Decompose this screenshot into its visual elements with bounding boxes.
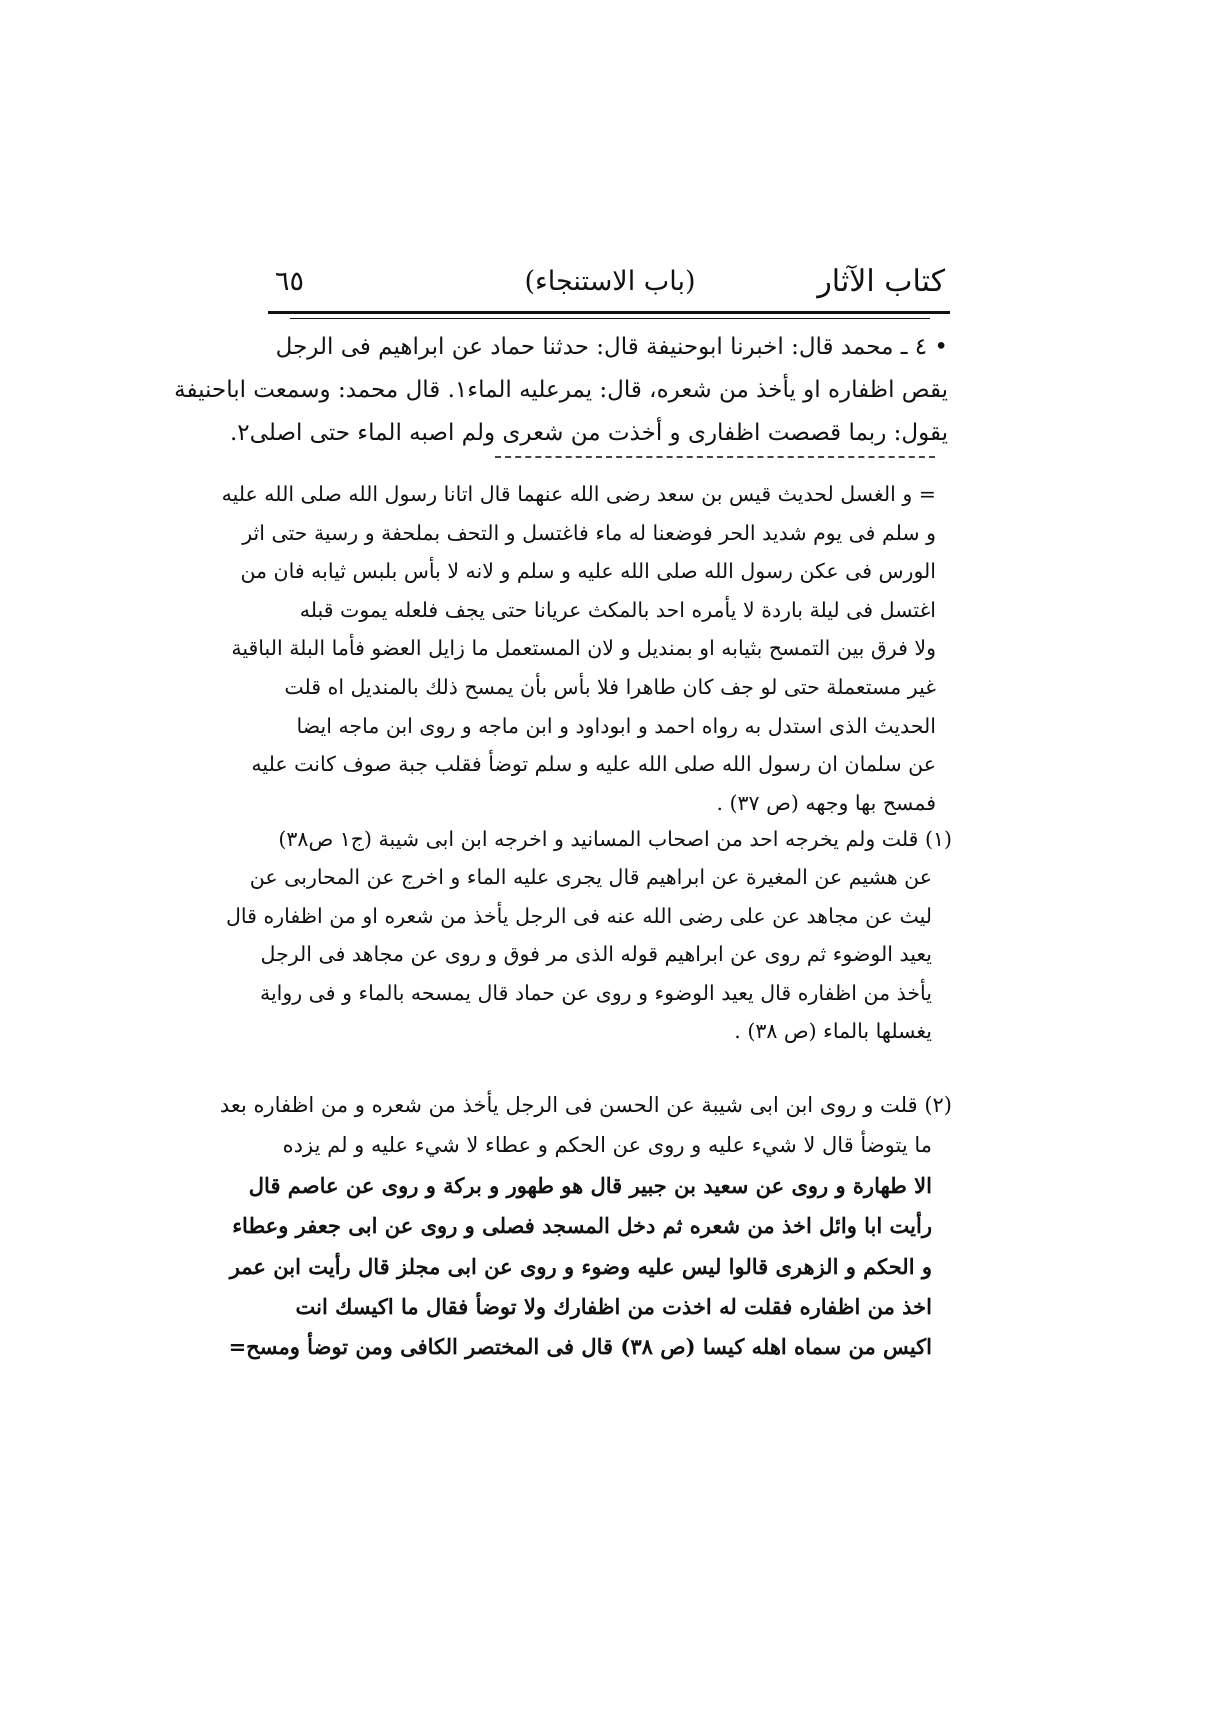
footnote-line: و سلم فى يوم شديد الحر فوضعنا له ماء فاغتسل و التحف بملحفة و رسية حتى اثر <box>242 520 936 545</box>
footnote-line: اخذ من اظفاره فقلت له اخذت من اظفارك ولا توضأ فقال ما اكيسك انت <box>295 1294 932 1320</box>
chapter-title: (باب الاستنجاء) <box>524 266 696 297</box>
footnote-line: الورس فى عكن رسول الله صلى الله عليه و سلم و لانه لا بأس بلبس ثيابه فان من <box>240 559 936 584</box>
footnote-separator <box>495 456 935 458</box>
footnote-line: الا طهارة و روى عن سعيد بن جبير قال هو طهور و بركة و روى عن عاصم قال <box>248 1172 932 1198</box>
header-rule <box>268 311 950 314</box>
footnote-line: (٢) قلت و روى ابن ابى شيبة عن الحسن فى الرجل يأخذ من شعره و من اظفاره بعد <box>219 1093 952 1117</box>
footnote-line: يأخذ من اظفاره قال يعيد الوضوء و روى عن حماد قال يمسحه بالماء و فى رواية <box>259 980 932 1005</box>
header-rule-thin <box>290 318 930 319</box>
footnote-line: عن هشيم عن المغيرة عن ابراهيم قال يجرى عليه الماء و اخرج عن المحاربى عن <box>249 865 932 890</box>
main-text-line: يقص اظفاره او يأخذ من شعره، قال: يمرعليه الماء١. قال محمد: وسمعت اباحنيفة <box>174 377 948 403</box>
main-text-line: يقول: ربما قصصت اظفارى و أخذت من شعرى ولم اصبه الماء حتى اصلى٢. <box>229 420 948 446</box>
page-number: ٦٥ <box>275 266 305 297</box>
footnote-line: فمسح بها وجهه (ص ٣٧) . <box>716 790 936 815</box>
main-text <box>174 326 948 455</box>
footnote-line: يغسلها بالماء (ص ٣٨) . <box>734 1019 932 1044</box>
footnote-line: يعيد الوضوء ثم روى عن ابراهيم قوله الذى مر فوق و روى عن مجاهد فى الرجل <box>260 942 932 967</box>
footnote-line: اكيس من سماه اهله كيسا (ص ٣٨) قال فى المختصر الكافى ومن توضأ ومسح= <box>228 1334 932 1360</box>
footnote-line: (١) قلت ولم يخرجه احد من اصحاب المسانيد و اخرجه ابن ابى شيبة (ج١ ص٣٨) <box>278 827 952 851</box>
footnote-line: رأيت ابا وائل اخذ من شعره ثم دخل المسجد فصلى و روى عن ابى جعفر وعطاء <box>232 1213 932 1239</box>
book-title: كتاب الآثار <box>817 264 945 299</box>
footnote-line: و الحكم و الزهرى قالوا ليس عليه وضوء و روى عن ابى مجلز قال رأيت ابن عمر <box>229 1253 932 1279</box>
footnote-line: ما يتوضأ قال لا شيء عليه و روى عن الحكم و عطاء لا شيء عليه و لم يزده <box>282 1133 932 1158</box>
main-text-line: • ٤ ـ محمد قال: اخبرنا ابوحنيفة قال: حدثنا حماد عن ابراهيم فى الرجل <box>275 334 948 360</box>
footnote-line: ولا فرق بين التمسح بثيابه او بمنديل و لان المستعمل ما زايل العضو فأما البلة الباقية <box>231 636 936 661</box>
footnote-2 <box>219 1085 952 1368</box>
footnote-line: الحديث الذى استدل به رواه احمد و ابوداود و ابن ماجه و روى ابن ماجه ايضا <box>296 713 936 738</box>
footnote-line: عن سلمان ان رسول الله صلى الله عليه و سلم توضأ فقلب جبة صوف كانت عليه <box>251 752 936 777</box>
footnote-continuation <box>221 475 936 822</box>
footnote-1 <box>226 820 952 1050</box>
footnote-line: غير مستعملة حتى لو جف كان طاهرا فلا بأس بأن يمسح ذلك بالمنديل اه قلت <box>284 674 936 699</box>
page-header <box>275 262 945 308</box>
footnote-line: = و الغسل لحديث قيس بن سعد رضى الله عنهما قال اتانا رسول الله صلى الله عليه <box>221 482 936 506</box>
footnote-line: اغتسل فى ليلة باردة لا يأمره احد بالمكث عريانا حتى يجف فلعله يموت قبله <box>299 597 936 622</box>
footnote-line: ليث عن مجاهد عن على رضى الله عنه فى الرجل يأخذ من شعره او من اظفاره قال <box>226 903 932 928</box>
